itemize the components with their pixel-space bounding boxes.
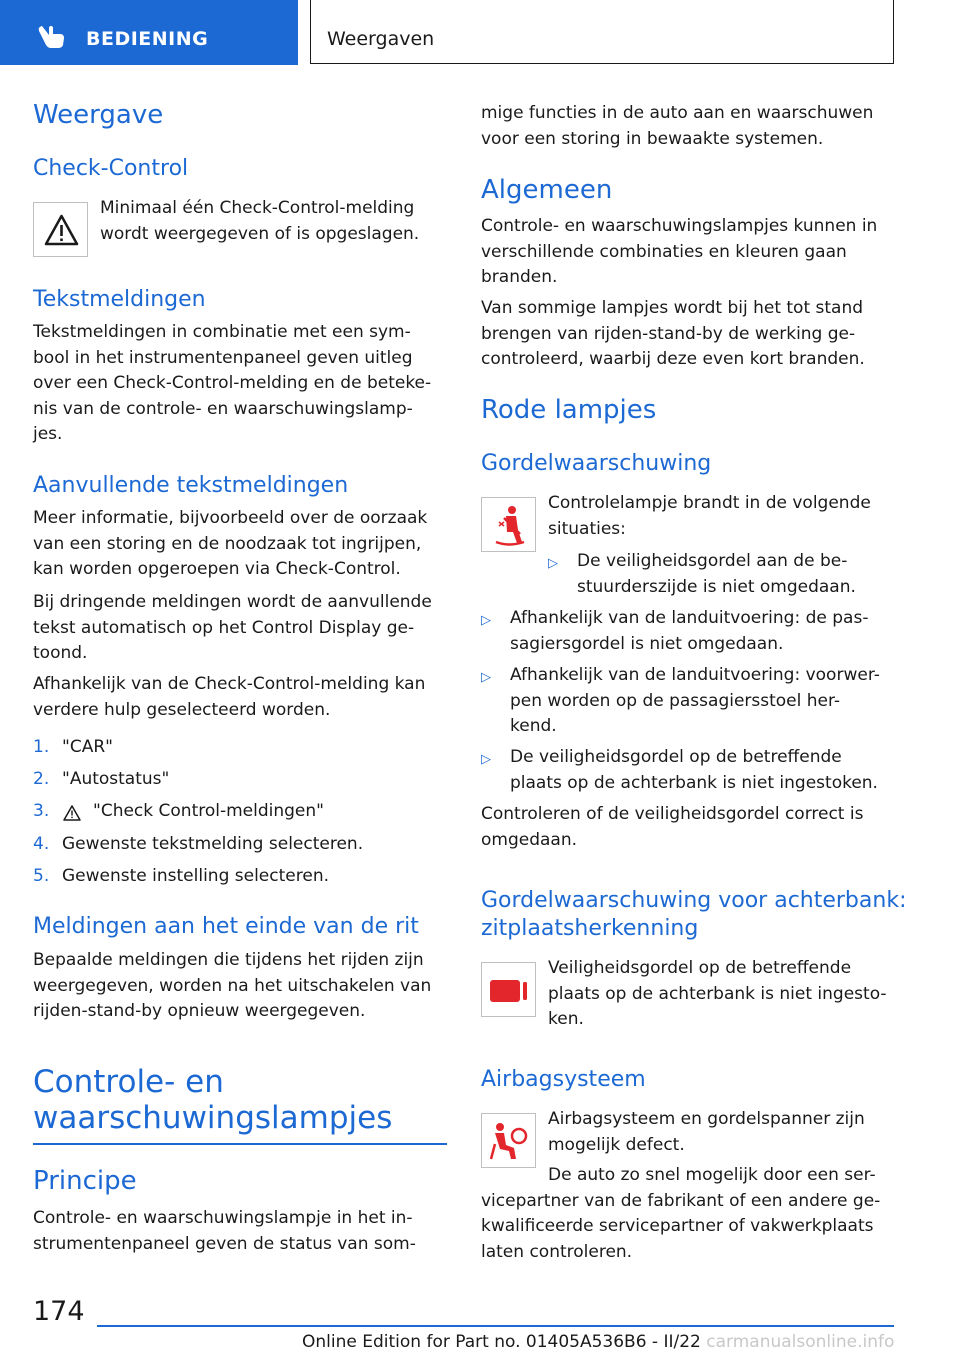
heading-controle-line1: Controle- en: [33, 1064, 224, 1100]
gordel-achterbank-text: Veiligheidsgordel op de betreffende plaats op de achterbank is niet ingesto- ken.: [548, 958, 887, 1029]
aanvullende-paragraph-1: Meer informatie, bijvoorbeeld over de oorzaak van een storing en de noodzaak tot ingrijpen, kan worden opgeroepen via Check-Control.: [33, 508, 428, 579]
rear-seatbelt-icon: [482, 963, 537, 1018]
airbag-icon-box: [481, 1113, 536, 1168]
warning-triangle-icon: [62, 804, 82, 822]
tekstmeldingen-text: Tekstmeldingen in combinatie met een sym- bool in het instrumentenpaneel geven uitleg over een Check-Control-melding en de beteke- nis van de controle- en waarschuwingslamp- jes.: [33, 322, 432, 444]
bullet-triangle-icon: ▷: [548, 556, 558, 571]
heading-rode-lampjes: Rode lampjes: [481, 395, 657, 425]
footer-rule: [97, 1325, 894, 1327]
aanvullende-paragraph-2: Bij dringende meldingen wordt de aanvullende tekst automatisch op het Control Display ge- toond.: [33, 592, 432, 663]
page-header: [310, 0, 894, 64]
heading-controle-line2: waarschuwingslampjes: [33, 1100, 393, 1136]
principe-continued-text: mige functies in de auto aan en waarschuwen voor een storing in bewaakte systemen.: [481, 103, 874, 149]
page-number: 174: [33, 1296, 85, 1327]
einde-text: Bepaalde meldingen die tijdens het rijden zijn weergegeven, worden na het uitschakelen van rijden-stand-by opnieuw weergegeven.: [33, 950, 432, 1021]
airbag-icon: [482, 1114, 537, 1169]
rear-seatbelt-icon-box: [481, 962, 536, 1017]
heading-meldingen-einde-rit: Meldingen aan het einde van de rit: [33, 914, 419, 939]
algemeen-paragraph-1: Controle- en waarschuwingslampjes kunnen in verschillende combinaties en kleuren gaan branden.: [481, 216, 878, 287]
heading-gordel-achterbank-1: Gordelwaarschuwing voor achterbank:: [481, 888, 907, 913]
watermark: carmanualsonline.info: [706, 1332, 895, 1352]
heading-tekstmeldingen: Tekstmeldingen: [33, 287, 206, 312]
algemeen-paragraph-2: Van sommige lampjes wordt bij het tot stand brengen van rijden-stand-by de werking ge- controleerd, waarbij deze even kort branden.: [481, 298, 865, 369]
airbag-paragraph-2: De auto zo snel mogelijk door een ser- vicepartner van de fabrikant of een andere ge- kwalificeerde servicepartner of vakwerkplaats laten controleren.: [481, 1165, 881, 1262]
airbag-paragraph-1: Airbagsysteem en gordelspanner zijn mogelijk defect.: [548, 1109, 865, 1155]
heading-algemeen: Algemeen: [481, 175, 613, 205]
bullet-triangle-icon: ▷: [481, 752, 491, 767]
heading-weergave: Weergave: [33, 100, 164, 130]
bullet-triangle-icon: ▷: [481, 613, 491, 628]
gordel-after-text: Controleren of de veiligheidsgordel correct is omgedaan.: [481, 804, 864, 850]
seatbelt-icon-box: [481, 497, 536, 552]
heading-gordelwaarschuwing: Gordelwaarschuwing: [481, 451, 712, 476]
page-title: Weergaven: [327, 28, 435, 50]
pointing-hand-icon: [36, 22, 68, 50]
heading-check-control: Check-Control: [33, 156, 189, 181]
chapter-rule: [33, 1143, 447, 1145]
warning-icon-box: [33, 202, 88, 257]
seatbelt-warning-icon: [482, 498, 537, 553]
principe-text: Controle- en waarschuwingslampje in het in- strumentenpaneel geven de status van som-: [33, 1208, 416, 1254]
heading-aanvullende-tekstmeldingen: Aanvullende tekstmeldingen: [33, 473, 349, 498]
footer-edition: Online Edition for Part no. 01405A536B6 - II/22 carmanualsonline.info: [302, 1332, 895, 1352]
heading-principe: Principe: [33, 1166, 137, 1196]
gordel-text: Controlelampje brandt in de volgende situaties:: [548, 493, 871, 539]
heading-gordel-achterbank-2: zitplaatsherkenning: [481, 916, 699, 941]
section-tab[interactable]: [0, 0, 298, 65]
bullet-triangle-icon: ▷: [481, 670, 491, 685]
warning-triangle-icon: [34, 203, 89, 258]
check-control-text: Minimaal één Check-Control-melding wordt weergegeven of is opgeslagen.: [100, 198, 420, 244]
section-label: BEDIENING: [86, 28, 209, 50]
heading-airbagsysteem: Airbagsysteem: [481, 1067, 646, 1092]
aanvullende-paragraph-3: Afhankelijk van de Check-Control-melding kan verdere hulp geselecteerd worden.: [33, 674, 426, 720]
